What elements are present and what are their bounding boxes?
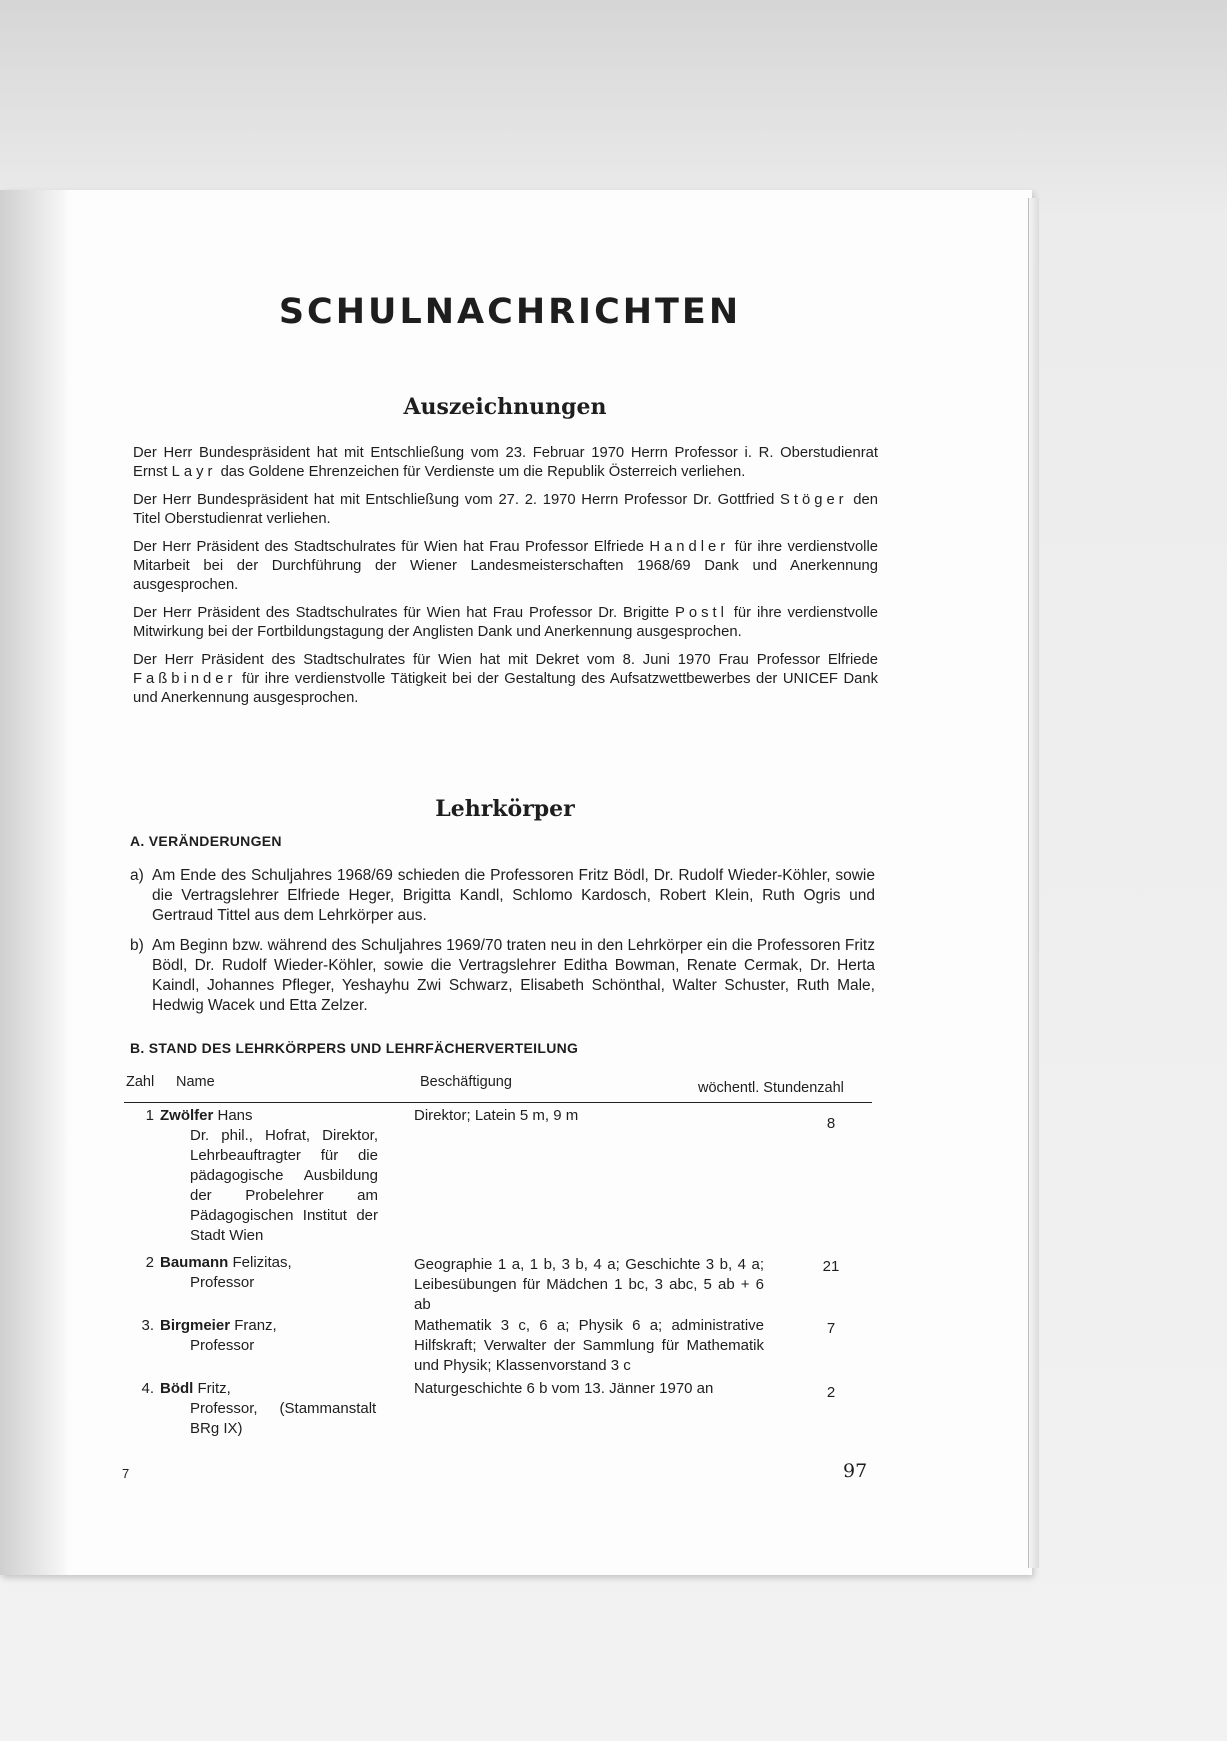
list-marker: b) — [130, 937, 144, 954]
award-paragraph-1 — [133, 444, 878, 482]
teacher-assignment: Direktor; Latein 5 m, 9 m — [414, 1107, 579, 1124]
award-text: Der Herr Präsident des Stadtschulrates für Wien hat Frau Professor Elfriede — [133, 539, 650, 555]
teacher-name-cell — [160, 1316, 378, 1356]
award-paragraph-3 — [133, 538, 878, 595]
teacher-given-name: Felizitas, — [228, 1254, 292, 1271]
award-text: Der Herr Bundespräsident hat mit Entschließung vom 27. 2. 1970 Herrn Professor Dr. Gottfried — [133, 492, 781, 508]
teacher-surname: Zwölfer — [160, 1107, 214, 1124]
teacher-home-school: (Stammanstalt BRg IX) — [190, 1400, 377, 1437]
teacher-name-cell — [160, 1379, 378, 1439]
column-header-zahl: Zahl — [126, 1074, 155, 1090]
award-recipient: Stöger — [780, 492, 848, 508]
section-a-heading: A. VERÄNDERUNGEN — [130, 833, 282, 849]
list-item — [130, 866, 875, 926]
award-text: Der Herr Präsident des Stadtschulrates für Wien hat Frau Professor Dr. Brigitte — [133, 605, 675, 621]
teacher-name-cell — [160, 1253, 378, 1293]
teacher-assignment: Naturgeschichte 6 b vom 13. Jänner 1970 an — [414, 1380, 714, 1397]
row-number: 3. — [141, 1317, 154, 1334]
teacher-name-cell — [160, 1106, 378, 1246]
column-header-job: Beschäftigung — [420, 1074, 512, 1090]
auszeichnungen-text — [133, 444, 878, 717]
column-header-hours: wöchentl. Stundenzahl — [698, 1080, 844, 1096]
page-title: SCHULNACHRICHTEN — [278, 292, 742, 332]
teacher-description: Professor — [190, 1274, 255, 1291]
weekly-hours: 8 — [826, 1115, 836, 1132]
award-text: den Titel Oberstudienrat verliehen. — [133, 492, 878, 527]
weekly-hours: 2 — [826, 1384, 836, 1401]
award-paragraph-2 — [133, 491, 878, 529]
changes-list — [130, 866, 875, 1026]
award-text: für ihre verdienstvolle Tätigkeit bei der Gestaltung des Aufsatzwettbewerbes der UNICEF Dank und Anerkennung ausgesprochen. — [133, 671, 878, 706]
table-rule — [124, 1102, 872, 1103]
award-text: für ihre verdienstvolle Mitwirkung bei der Fortbildungstagung der Anglisten Dank und Anerkennung ausgesprochen. — [133, 605, 878, 640]
teacher-assignment: Mathematik 3 c, 6 a; Physik 6 a; administrative Hilfskraft; Verwalter der Sammlung für Mathematik und Physik; Klassenvorstand 3 c — [414, 1317, 764, 1374]
teacher-given-name: Hans — [213, 1107, 253, 1124]
row-number: 2 — [145, 1254, 154, 1271]
signature-mark: 7 — [122, 1466, 130, 1481]
award-paragraph-5 — [133, 651, 878, 708]
weekly-hours: 7 — [826, 1320, 836, 1337]
award-text: Der Herr Präsident des Stadtschulrates für Wien hat mit Dekret vom 8. Juni 1970 Frau Professor Elfriede — [133, 652, 878, 668]
weekly-hours: 21 — [822, 1258, 840, 1275]
award-text: Der Herr Bundespräsident hat mit Entschließung vom 23. Februar 1970 Herrn Professor i. R. Oberstudienrat Ernst — [133, 445, 878, 480]
award-recipient: Layr — [171, 464, 217, 480]
table-header — [126, 1074, 871, 1104]
page-number: 97 — [843, 1460, 868, 1482]
column-header-name: Name — [176, 1074, 215, 1090]
teacher-given-name: Fritz, — [193, 1380, 231, 1397]
row-number: 1 — [145, 1107, 154, 1124]
teacher-surname: Bödl — [160, 1380, 194, 1397]
teacher-surname: Baumann — [160, 1254, 229, 1271]
list-item-text: Am Ende des Schuljahres 1968/69 schieden die Professoren Fritz Bödl, Dr. Rudolf Wieder-Köhler, sowie die Vertragslehrer Elfriede Heger, Brigitta Kandl, Schlomo Kardosch, Robert Klein, Ruth Ogris und Gertraud Tittel aus dem Lehrkörper aus. — [152, 867, 875, 924]
teacher-title: Professor, — [190, 1400, 258, 1417]
page-edge — [1028, 198, 1039, 1568]
award-recipient: Handler — [649, 539, 730, 555]
teacher-assignment: Geographie 1 a, 1 b, 3 b, 4 a; Geschichte 3 b, 4 a; Leibesübungen für Mädchen 1 bc, 3 abc, 5 ab + 6 ab — [414, 1256, 764, 1313]
teacher-description: Dr. phil., Hofrat, Direktor, Lehrbeauftragter für die pädagogische Ausbildung der Probelehrer am Pädagogischen Institut der Stadt Wien — [190, 1127, 378, 1244]
teacher-description — [160, 1399, 378, 1439]
award-text: das Goldene Ehrenzeichen für Verdienste um die Republik Österreich verliehen. — [216, 464, 746, 480]
list-item-text: Am Beginn bzw. während des Schuljahres 1969/70 traten neu in den Lehrkörper ein die Professoren Fritz Bödl, Dr. Rudolf Wieder-Köhler, sowie die Vertragslehrer Editha Bowman, Renate Cermak, Dr. Herta Kaindl, Johannes Pfleger, Yeshayhu Zwi Schwarz, Elisabeth Schönthal, Walter Schuster, Ruth Male, Hedwig Wacek und Etta Zelzer. — [152, 937, 875, 1014]
award-paragraph-4 — [133, 604, 878, 642]
row-number: 4. — [141, 1380, 154, 1397]
teacher-surname: Birgmeier — [160, 1317, 231, 1334]
section-b-heading: B. STAND DES LEHRKÖRPERS UND LEHRFÄCHERVERTEILUNG — [130, 1040, 579, 1056]
teacher-given-name: Franz, — [230, 1317, 277, 1334]
list-item — [130, 936, 875, 1016]
list-marker: a) — [130, 867, 144, 884]
auszeichnungen-heading: Auszeichnungen — [403, 394, 607, 420]
lehrkoerper-heading: Lehrkörper — [435, 796, 575, 822]
award-recipient: Postl — [674, 605, 728, 621]
award-text: für ihre verdienstvolle Mitarbeit bei der Durchführung der Wiener Landesmeisterschaften 1968/69 Dank und Anerkennung ausgesprochen. — [133, 539, 878, 593]
award-recipient: Faßbinder — [133, 671, 237, 687]
teacher-description: Professor — [190, 1337, 255, 1354]
